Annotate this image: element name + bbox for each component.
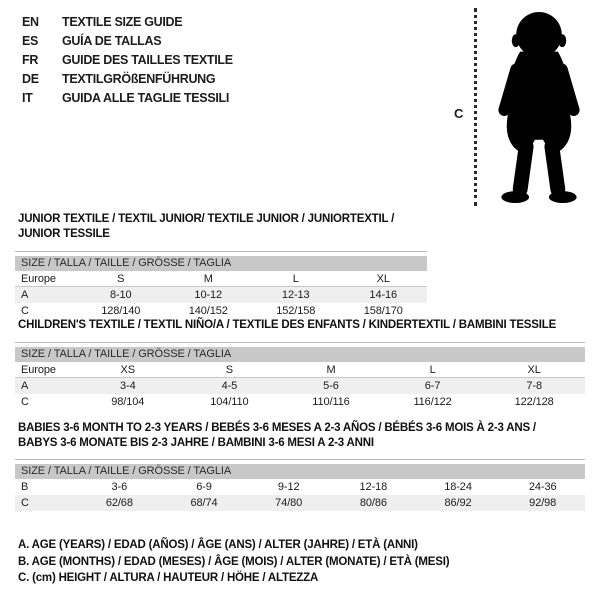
guide-title-en: TEXTILE SIZE GUIDE bbox=[62, 15, 183, 29]
age-cell: 6-9 bbox=[196, 481, 212, 493]
size-cell: L bbox=[429, 363, 436, 376]
guide-title-de: TEXTILGRÖßENFÜHRUNG bbox=[62, 72, 216, 86]
height-cell: 110/116 bbox=[312, 396, 350, 408]
height-cell: 122/128 bbox=[514, 396, 554, 408]
height-cell: 80/86 bbox=[359, 497, 387, 509]
row-label: Europe bbox=[21, 272, 56, 285]
children-section-title: CHILDREN'S TEXTILE / TEXTIL NIÑO/A / TEXTILE DES ENFANTS / KINDERTEXTIL / BAMBINI TESSILE bbox=[18, 319, 557, 331]
age-cell: 14-16 bbox=[369, 289, 398, 301]
size-cell: XL bbox=[527, 363, 541, 376]
height-cell: 152/158 bbox=[276, 305, 316, 317]
table-row-age-months bbox=[15, 479, 585, 495]
babies-textile-section bbox=[15, 421, 585, 511]
legend-footnotes bbox=[18, 537, 449, 587]
age-cell: 6-7 bbox=[424, 380, 441, 392]
height-cell: 116/122 bbox=[413, 396, 452, 408]
height-cell: 86/92 bbox=[444, 497, 472, 509]
junior-textile-section bbox=[15, 212, 427, 319]
babies-section-title: BABIES 3-6 MONTH TO 2-3 YEARS / BEBÉS 3-6 MESES A 2-3 AÑOS / BÉBÉS 3-6 MOIS À 2-3 ANS / BABYS 3-6 MONATE BIS 2-3 JAHRE / BAMBINI 3-6 MESI A 2-3 ANNI bbox=[18, 422, 536, 449]
footnote-age-months: B. AGE (MONTHS) / EDAD (MESES) / ÂGE (MOIS) / ALTER (MONATE) / ETÀ (MESI) bbox=[18, 555, 450, 568]
height-cell: 92/98 bbox=[529, 497, 557, 509]
row-label: C bbox=[21, 497, 29, 509]
height-cell: 62/68 bbox=[105, 497, 133, 509]
table-row-age bbox=[15, 378, 585, 394]
lang-code: EN bbox=[22, 15, 39, 29]
size-cell: M bbox=[203, 272, 213, 285]
height-cell: 104/110 bbox=[210, 396, 249, 408]
height-measure-line bbox=[474, 8, 477, 206]
size-cell: L bbox=[292, 272, 299, 285]
row-label: Europe bbox=[21, 363, 56, 376]
age-cell: 5-6 bbox=[323, 380, 339, 392]
height-measure-label: C bbox=[454, 106, 464, 121]
age-cell: 18-24 bbox=[444, 481, 472, 493]
lang-row-de bbox=[22, 70, 233, 89]
age-cell: 9-12 bbox=[277, 481, 300, 493]
guide-title-it: GUIDA ALLE TAGLIE TESSILI bbox=[62, 91, 230, 105]
age-cell: 3-4 bbox=[119, 380, 136, 392]
age-cell: 8-10 bbox=[109, 289, 132, 301]
lang-code: DE bbox=[22, 72, 39, 86]
junior-size-table bbox=[15, 251, 427, 319]
lang-code: FR bbox=[22, 53, 39, 67]
baby-silhouette-icon bbox=[486, 10, 592, 208]
size-cell: S bbox=[225, 363, 234, 376]
table-row-height bbox=[15, 303, 427, 319]
lang-row-es bbox=[22, 32, 233, 51]
table-row-height bbox=[15, 394, 585, 410]
lang-code: IT bbox=[22, 91, 33, 105]
size-cell: XS bbox=[120, 363, 136, 376]
table-row-europe bbox=[15, 271, 427, 287]
age-cell: 12-18 bbox=[359, 481, 388, 493]
row-label: C bbox=[21, 396, 29, 408]
lang-code: ES bbox=[22, 34, 39, 48]
row-label: A bbox=[21, 380, 29, 392]
height-cell: 128/140 bbox=[101, 305, 141, 317]
lang-row-fr bbox=[22, 51, 233, 70]
size-table-header: SIZE / TALLA / TAILLE / GRÖSSE / TAGLIA bbox=[15, 464, 585, 479]
age-cell: 7-8 bbox=[526, 380, 542, 392]
size-cell: S bbox=[117, 272, 125, 285]
babies-size-table bbox=[15, 459, 585, 511]
footnote-age-years: A. AGE (YEARS) / EDAD (AÑOS) / ÂGE (ANS) / ALTER (JAHRE) / ETÀ (ANNI) bbox=[18, 539, 418, 551]
junior-section-title: JUNIOR TEXTILE / TEXTIL JUNIOR/ TEXTILE JUNIOR / JUNIORTEXTIL / JUNIOR TESSILE bbox=[18, 213, 395, 240]
language-title-list bbox=[22, 13, 233, 108]
guide-title-fr: GUIDE DES TAILLES TEXTILE bbox=[62, 53, 233, 67]
age-cell: 24-36 bbox=[528, 481, 557, 493]
row-label: A bbox=[21, 289, 29, 301]
baby-figure bbox=[450, 8, 595, 210]
footnote-height: C. (cm) HEIGHT / ALTURA / HAUTEUR / HÖHE / ALTEZZA bbox=[18, 572, 319, 584]
age-cell: 4-5 bbox=[221, 380, 238, 392]
size-table-header: SIZE / TALLA / TAILLE / GRÖSSE / TAGLIA bbox=[15, 256, 427, 271]
children-textile-section bbox=[15, 318, 585, 410]
guide-title-es: GUÍA DE TALLAS bbox=[62, 34, 162, 48]
height-cell: 158/170 bbox=[363, 305, 403, 317]
row-label: C bbox=[21, 305, 29, 317]
height-cell: 74/80 bbox=[275, 497, 303, 509]
lang-row-it bbox=[22, 89, 233, 108]
age-cell: 3-6 bbox=[111, 481, 128, 493]
height-cell: 68/74 bbox=[190, 497, 218, 509]
size-cell: M bbox=[326, 363, 336, 376]
lang-row-en bbox=[22, 13, 233, 32]
age-cell: 10-12 bbox=[194, 289, 223, 301]
height-cell: 98/104 bbox=[111, 396, 145, 408]
age-cell: 12-13 bbox=[281, 289, 310, 301]
table-row-europe bbox=[15, 362, 585, 378]
children-size-table bbox=[15, 342, 585, 410]
table-row-height bbox=[15, 495, 585, 511]
row-label: B bbox=[21, 481, 29, 493]
size-cell: XL bbox=[376, 272, 390, 285]
table-row-age bbox=[15, 287, 427, 303]
height-cell: 140/152 bbox=[188, 305, 228, 317]
size-table-header: SIZE / TALLA / TAILLE / GRÖSSE / TAGLIA bbox=[15, 347, 585, 362]
